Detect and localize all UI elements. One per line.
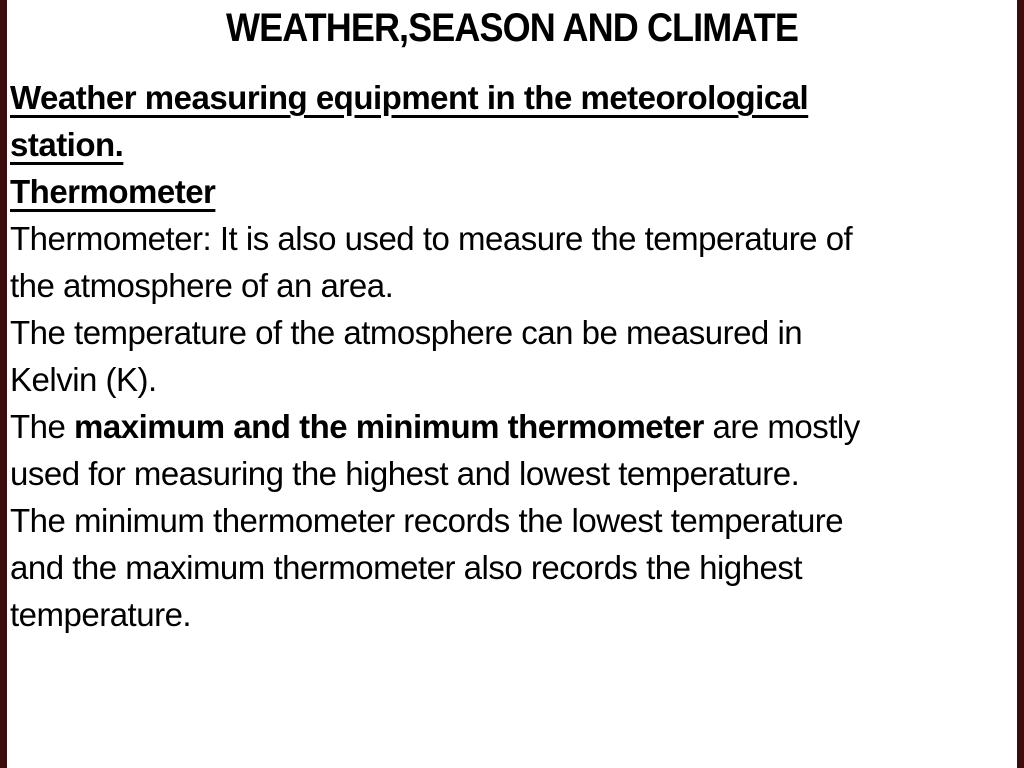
body-line bbox=[10, 403, 1016, 450]
body-text-segment: Weather measuring equipment in the meteorological bbox=[10, 79, 809, 116]
body-line bbox=[10, 544, 1016, 591]
body-text-segment: Thermometer bbox=[10, 173, 216, 210]
body-text-segment: station. bbox=[10, 126, 124, 163]
body-line bbox=[10, 497, 1016, 544]
body-text-segment: are mostly bbox=[703, 408, 860, 445]
left-accent-bar bbox=[0, 0, 7, 768]
body-text-segment: Kelvin (K). bbox=[10, 361, 157, 398]
body-line bbox=[10, 121, 1016, 168]
body-line bbox=[10, 309, 1016, 356]
body-text-segment: The temperature of the atmosphere can be measured in bbox=[10, 314, 803, 351]
body-text-segment: maximum and the minimum thermometer bbox=[74, 408, 704, 445]
body-line bbox=[10, 74, 1016, 121]
body-text-segment: The bbox=[10, 408, 75, 445]
body-text-segment: Thermometer: It is also used to measure the temperature of bbox=[10, 220, 853, 257]
body-text-segment: The minimum thermometer records the lowest temperature bbox=[10, 502, 844, 539]
body-text-segment: used for measuring the highest and lowest temperature. bbox=[10, 455, 800, 492]
slide-title: WEATHER,SEASON AND CLIMATE bbox=[226, 6, 798, 50]
body-line bbox=[10, 168, 1016, 215]
body-line bbox=[10, 591, 1016, 638]
body-line bbox=[10, 262, 1016, 309]
body-line bbox=[10, 356, 1016, 403]
body-line bbox=[10, 450, 1016, 497]
body-text-segment: temperature. bbox=[10, 596, 192, 633]
body-line bbox=[10, 215, 1016, 262]
slide-body bbox=[10, 74, 1016, 638]
right-accent-bar bbox=[1017, 0, 1024, 768]
body-text-segment: and the maximum thermometer also records the highest bbox=[10, 549, 803, 586]
body-text-segment: the atmosphere of an area. bbox=[10, 267, 394, 304]
